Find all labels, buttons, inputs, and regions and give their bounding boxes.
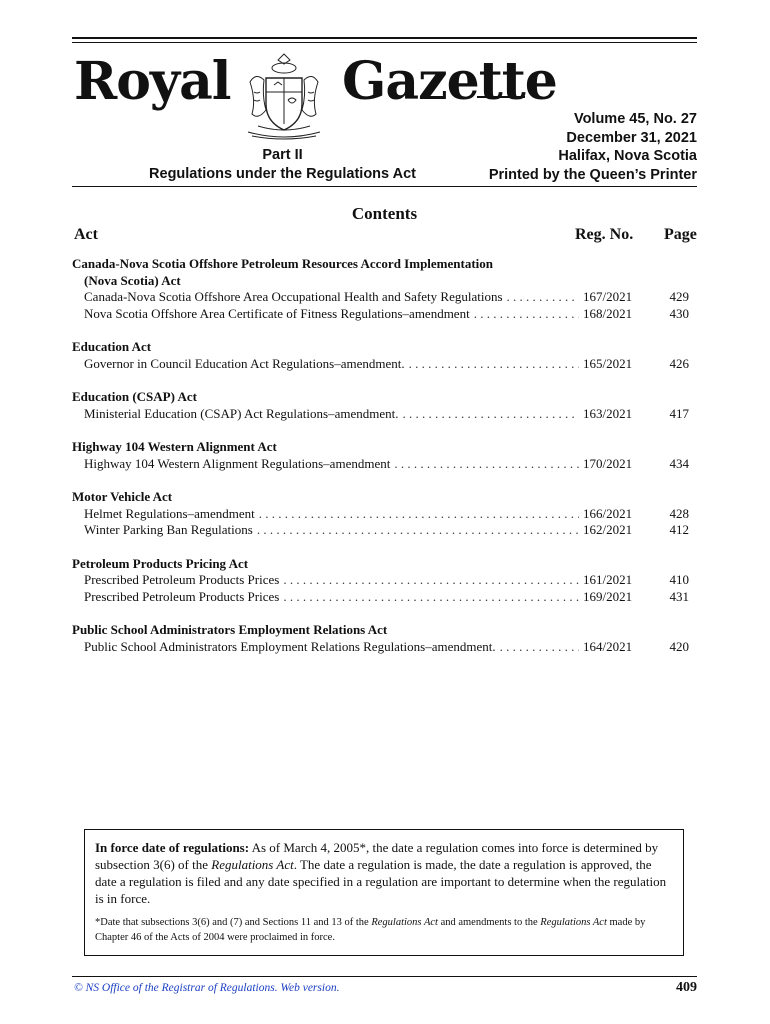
toc-group — [72, 489, 697, 539]
toc-entry[interactable] — [72, 589, 697, 606]
note-text-c: made by Chapter 46 of the Acts of 2004 were proclaimed in force. — [95, 917, 646, 943]
leader-dots — [283, 589, 579, 606]
toc-entry[interactable] — [72, 639, 697, 656]
table-of-contents — [72, 256, 697, 672]
toc-group — [72, 622, 697, 655]
entry-reg-no: 169/2021 — [583, 588, 633, 604]
notice-footnote — [95, 915, 673, 945]
masthead-gazette: Gazette — [342, 51, 557, 112]
act-title: Canada-Nova Scotia Offshore Petroleum Resources Accord Implementation — [72, 256, 494, 271]
leader-dots — [394, 456, 579, 473]
volume-number: Volume 45, No. 27 — [573, 111, 697, 127]
issue-place: Halifax, Nova Scotia — [558, 148, 697, 164]
top-rule-thick — [72, 37, 697, 39]
entry-title: Nova Scotia Offshore Area Certificate of Fitness Regulations–amendment — [84, 305, 470, 321]
leader-dots — [402, 406, 579, 423]
entry-page: 426 — [669, 355, 689, 371]
entry-reg-no: 165/2021 — [583, 355, 633, 371]
leader-dots — [474, 306, 579, 323]
entry-page: 434 — [669, 455, 689, 471]
toc-entry[interactable] — [72, 506, 697, 523]
entry-reg-no: 166/2021 — [583, 505, 633, 521]
toc-group — [72, 339, 697, 372]
entry-page: 420 — [669, 638, 689, 654]
page-number: 409 — [676, 980, 697, 995]
footer-rule — [72, 976, 697, 977]
toc-entry[interactable] — [72, 522, 697, 539]
act-title: Petroleum Products Pricing Act — [72, 555, 249, 571]
contents-title: Contents — [351, 204, 418, 223]
issue-date: December 31, 2021 — [566, 129, 697, 146]
entry-title: Canada-Nova Scotia Offshore Area Occupational Health and Safety Regulations — [84, 289, 503, 304]
entry-reg-no: 161/2021 — [583, 572, 633, 587]
act-title: Education Act — [72, 339, 152, 354]
toc-entry[interactable] — [72, 289, 697, 306]
leader-dots — [500, 639, 579, 656]
part-subtitle: Regulations under the Regulations Act — [149, 165, 416, 182]
notice-act-name: Regulations Act — [211, 857, 294, 872]
leader-dots — [259, 506, 579, 523]
nova-scotia-coat-of-arms-icon — [244, 52, 324, 140]
volume-block — [489, 110, 697, 184]
masthead-royal: Royal — [74, 51, 231, 112]
act-title: Public School Administrators Employment Relations Act — [72, 622, 388, 637]
issue-printer: Printed by the Queen’s Printer — [488, 166, 697, 183]
notice-text-a: As of March 4, 2005*, the date a regulation comes into force is determined by subsection 3(6) of the — [95, 840, 659, 872]
entry-title: Ministerial Education (CSAP) Act Regulations–amendment. — [84, 405, 399, 421]
entry-page: 429 — [669, 289, 689, 304]
entry-page: 410 — [669, 572, 689, 587]
notice-main-text — [95, 839, 673, 907]
toc-entry[interactable] — [72, 406, 697, 423]
note-act-1: Regulations Act — [371, 917, 438, 928]
entry-reg-no: 162/2021 — [583, 522, 633, 537]
leader-dots — [409, 356, 579, 373]
act-title: Education (CSAP) Act — [72, 389, 197, 404]
part-label: Part II — [262, 147, 303, 163]
leader-dots — [257, 522, 579, 539]
top-rule-thin — [72, 42, 697, 43]
entry-title: Helmet Regulations–amendment — [84, 505, 255, 521]
toc-group — [72, 389, 697, 422]
entry-page: 431 — [669, 588, 689, 604]
entry-reg-no: 167/2021 — [583, 289, 633, 304]
toc-group — [72, 556, 697, 606]
toc-group — [72, 256, 697, 322]
toc-group — [72, 439, 697, 472]
column-header-act: Act — [74, 226, 98, 243]
note-text-a: *Date that subsections 3(6) and (7) and Sections 11 and 13 of the — [95, 917, 372, 928]
entry-title: Prescribed Petroleum Products Prices — [84, 572, 280, 587]
act-title-continued: (Nova Scotia) Act — [84, 272, 181, 288]
entry-title: Highway 104 Western Alignment Regulations–amendment — [84, 455, 391, 471]
toc-entry[interactable] — [72, 356, 697, 373]
entry-page: 428 — [669, 505, 689, 521]
part-block — [140, 146, 425, 183]
masthead-flourish — [477, 96, 525, 98]
masthead — [72, 51, 557, 142]
entry-page: 430 — [669, 305, 689, 321]
leader-dots — [283, 572, 579, 589]
toc-entry[interactable] — [72, 572, 697, 589]
column-header-page: Page — [664, 226, 697, 243]
notice-heading: In force date of regulations: — [95, 840, 250, 855]
column-header-reg-no: Reg. No. — [575, 226, 634, 243]
in-force-notice-box — [84, 829, 684, 956]
entry-page: 417 — [669, 405, 689, 421]
entry-reg-no: 170/2021 — [583, 455, 633, 471]
toc-entry[interactable] — [72, 306, 697, 323]
entry-title: Public School Administrators Employment Relations Regulations–amendment. — [84, 638, 496, 654]
toc-entry[interactable] — [72, 456, 697, 473]
entry-reg-no: 163/2021 — [583, 405, 633, 421]
entry-reg-no: 164/2021 — [583, 638, 633, 654]
note-act-2: Regulations Act — [540, 917, 607, 928]
copyright-link[interactable]: © NS Office of the Registrar of Regulations. Web version. — [74, 982, 340, 994]
entry-page: 412 — [669, 522, 689, 537]
act-title: Highway 104 Western Alignment Act — [72, 439, 277, 454]
note-text-b: and amendments to the — [437, 917, 541, 928]
entry-title: Prescribed Petroleum Products Prices — [84, 588, 280, 604]
entry-title: Governor in Council Education Act Regulations–amendment. — [84, 355, 405, 371]
notice-text-b: . The date a regulation is made, the date a regulation is approved, the date a regulation is filed and any date specified in a regulation are important to determine when the regulation is in force. — [95, 857, 667, 906]
entry-title: Winter Parking Ban Regulations — [84, 522, 253, 537]
leader-dots — [507, 289, 579, 306]
act-title: Motor Vehicle Act — [72, 489, 173, 504]
header-rule — [72, 186, 697, 187]
entry-reg-no: 168/2021 — [583, 305, 633, 321]
